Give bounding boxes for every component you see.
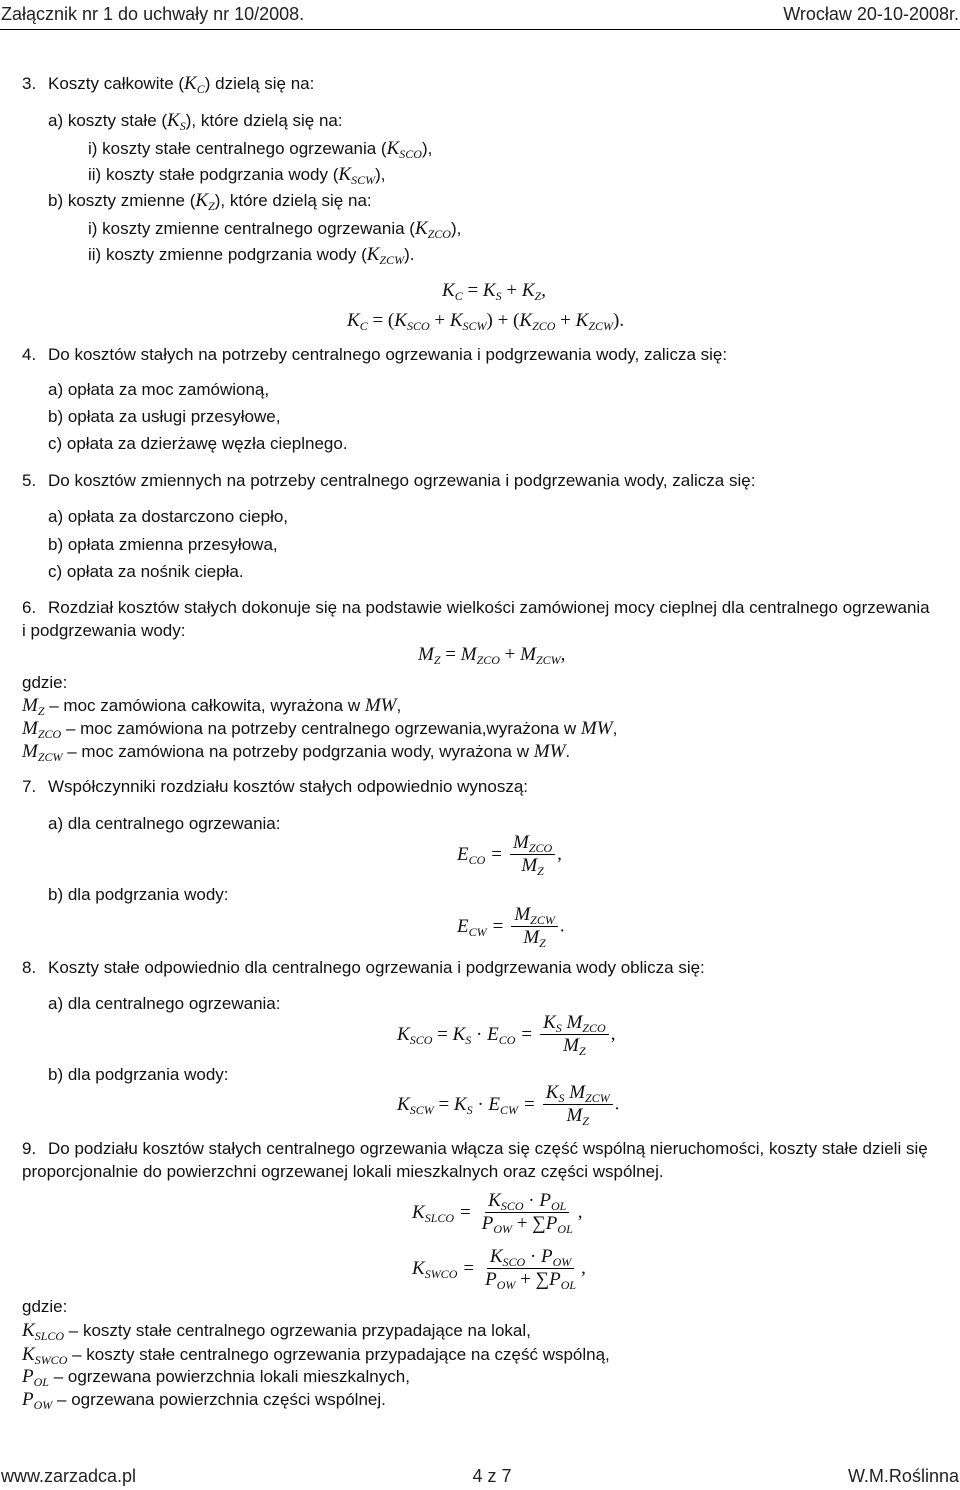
section-6-def-mz: $M_Z$ – moc zamówiona całkowita, wyrażona w MW, (22, 695, 402, 718)
equation-ksco: $K_{SCO} = K_S \cdot E_{CO}$ = $\frac{K_S M_{ZCO}}{M_Z}$ , (397, 1012, 616, 1058)
section-5-item-c: c) opłata za nośnik ciepła. (48, 562, 244, 581)
header-left: Załącznik nr 1 do uchwały nr 10/2008. (1, 4, 305, 24)
section-9-def-pol: $P_{OL}$ – ogrzewana powierzchnia lokali mieszkalnych, (22, 1366, 410, 1389)
section-9-def-pow: $P_{OW}$ – ogrzewana powierzchnia części wspólnej. (22, 1389, 386, 1412)
equation-kswco: $K_{SWCO}$ = $\frac{K_{SCO} \cdot P_{OW}}{P_{OW} + \sum P_{OL}}$ , (412, 1246, 586, 1292)
section-3-heading: 3. Koszty całkowite $(K_C)$ dzielą się na: (22, 73, 315, 96)
header-right: Wrocław 20-10-2008r. (783, 4, 959, 24)
equation-kslco: $K_{SLCO}$ = $\frac{K_{SCO} \cdot P_{OL}}{P_{OW} + \sum P_{OL}}$ , (412, 1190, 583, 1236)
section-6-heading: 6. Rozdział kosztów stałych dokonuje się na podstawie wielkości zamówionej mocy cieplnej dla centralnego ogrzewania (22, 598, 930, 617)
section-4-item-c: c) opłata za dzierżawę węzła cieplnego. (48, 434, 348, 453)
section-3-item-a-ii: ii) koszty stałe podgrzania wody $(K_{SCW})$, (88, 164, 386, 187)
section-5-item-b: b) opłata zmienna przesyłowa, (48, 535, 278, 554)
equation-ecw: $E_{CW}$ = $\frac{M_{ZCW}}{M_Z}$ . (457, 904, 565, 950)
section-3-item-a-i: i) koszty stałe centralnego ogrzewania $(K_{SCO})$, (88, 138, 433, 161)
equation-kc-sum: $K_C = K_S + K_Z$, (442, 280, 546, 303)
section-6-heading-cont: i podgrzewania wody: (22, 621, 186, 640)
page-footer (0, 1466, 960, 1487)
section-4-heading: 4. Do kosztów stałych na potrzeby centralnego ogrzewania i podgrzewania wody, zalicza się: (22, 345, 728, 364)
equation-mz: $M_Z = M_{ZCO} + M_{ZCW}$, (418, 644, 566, 667)
section-7-item-a: a) dla centralnego ogrzewania: (48, 814, 281, 833)
section-6-gdzie: gdzie: (22, 673, 68, 692)
section-9-def-kslco: $K_{SLCO}$ – koszty stałe centralnego ogrzewania przypadające na lokal, (22, 1320, 531, 1343)
section-3-item-b-ii: ii) koszty zmienne podgrzania wody $(K_{ZCW})$. (88, 244, 415, 267)
section-8-item-a: a) dla centralnego ogrzewania: (48, 994, 281, 1013)
equation-kc-expanded: $K_C = (K_{SCO} + K_{SCW}) + (K_{ZCO} + K_{ZCW})$. (347, 310, 625, 333)
section-7-heading: 7. Współczynniki rozdziału kosztów stałych odpowiednio wynoszą: (22, 777, 528, 796)
footer-author: W.M.Roślinna (847, 1466, 959, 1486)
footer-website[interactable]: www.zarzadca.pl (1, 1466, 137, 1486)
section-9-heading: 9. Do podziału kosztów stałych centralnego ogrzewania włącza się część wspólną nieruchomości, koszty stałe dzieli się (22, 1139, 928, 1158)
section-4-item-a: a) opłata za moc zamówioną, (48, 380, 270, 399)
section-3-item-b-i: i) koszty zmienne centralnego ogrzewania $(K_{ZCO})$, (88, 218, 462, 241)
section-7-item-b: b) dla podgrzania wody: (48, 885, 229, 904)
section-6-def-mzcw: $M_{ZCW}$ – moc zamówiona na potrzeby podgrzania wody, wyrażona w MW. (22, 741, 571, 764)
footer-page-number: 4 z 7 (472, 1466, 512, 1486)
section-3-item-a: a) koszty stałe $(K_S)$, które dzielą się na: (48, 110, 343, 133)
section-5-item-a: a) opłata za dostarczono ciepło, (48, 507, 289, 526)
section-6-def-mzco: $M_{ZCO}$ – moc zamówiona na potrzeby centralnego ogrzewania,wyrażona w MW, (22, 718, 618, 741)
section-3-item-b: b) koszty zmienne $(K_Z)$, które dzielą się na: (48, 190, 372, 213)
section-4-item-b: b) opłata za usługi przesyłowe, (48, 407, 281, 426)
page-header (0, 4, 960, 25)
section-9-heading-cont: proporcjonalnie do powierzchni ogrzewanej lokali mieszkalnych oraz części wspólnej. (22, 1162, 664, 1181)
section-9-def-kswco: $K_{SWCO}$ – koszty stałe centralnego ogrzewania przypadające na część wspólną, (22, 1344, 610, 1367)
equation-kscw: $K_{SCW} = K_S \cdot E_{CW}$ = $\frac{K_S M_{ZCW}}{M_Z}$ . (397, 1082, 620, 1128)
section-9-gdzie: gdzie: (22, 1297, 68, 1316)
section-5-heading: 5. Do kosztów zmiennych na potrzeby centralnego ogrzewania i podgrzewania wody, zalicza się: (22, 471, 756, 490)
equation-eco: $E_{CO}$ = $\frac{M_{ZCO}}{M_Z}$ , (457, 832, 562, 878)
section-8-heading: 8. Koszty stałe odpowiednio dla centralnego ogrzewania i podgrzewania wody oblicza się: (22, 958, 705, 977)
section-8-item-b: b) dla podgrzania wody: (48, 1065, 229, 1084)
